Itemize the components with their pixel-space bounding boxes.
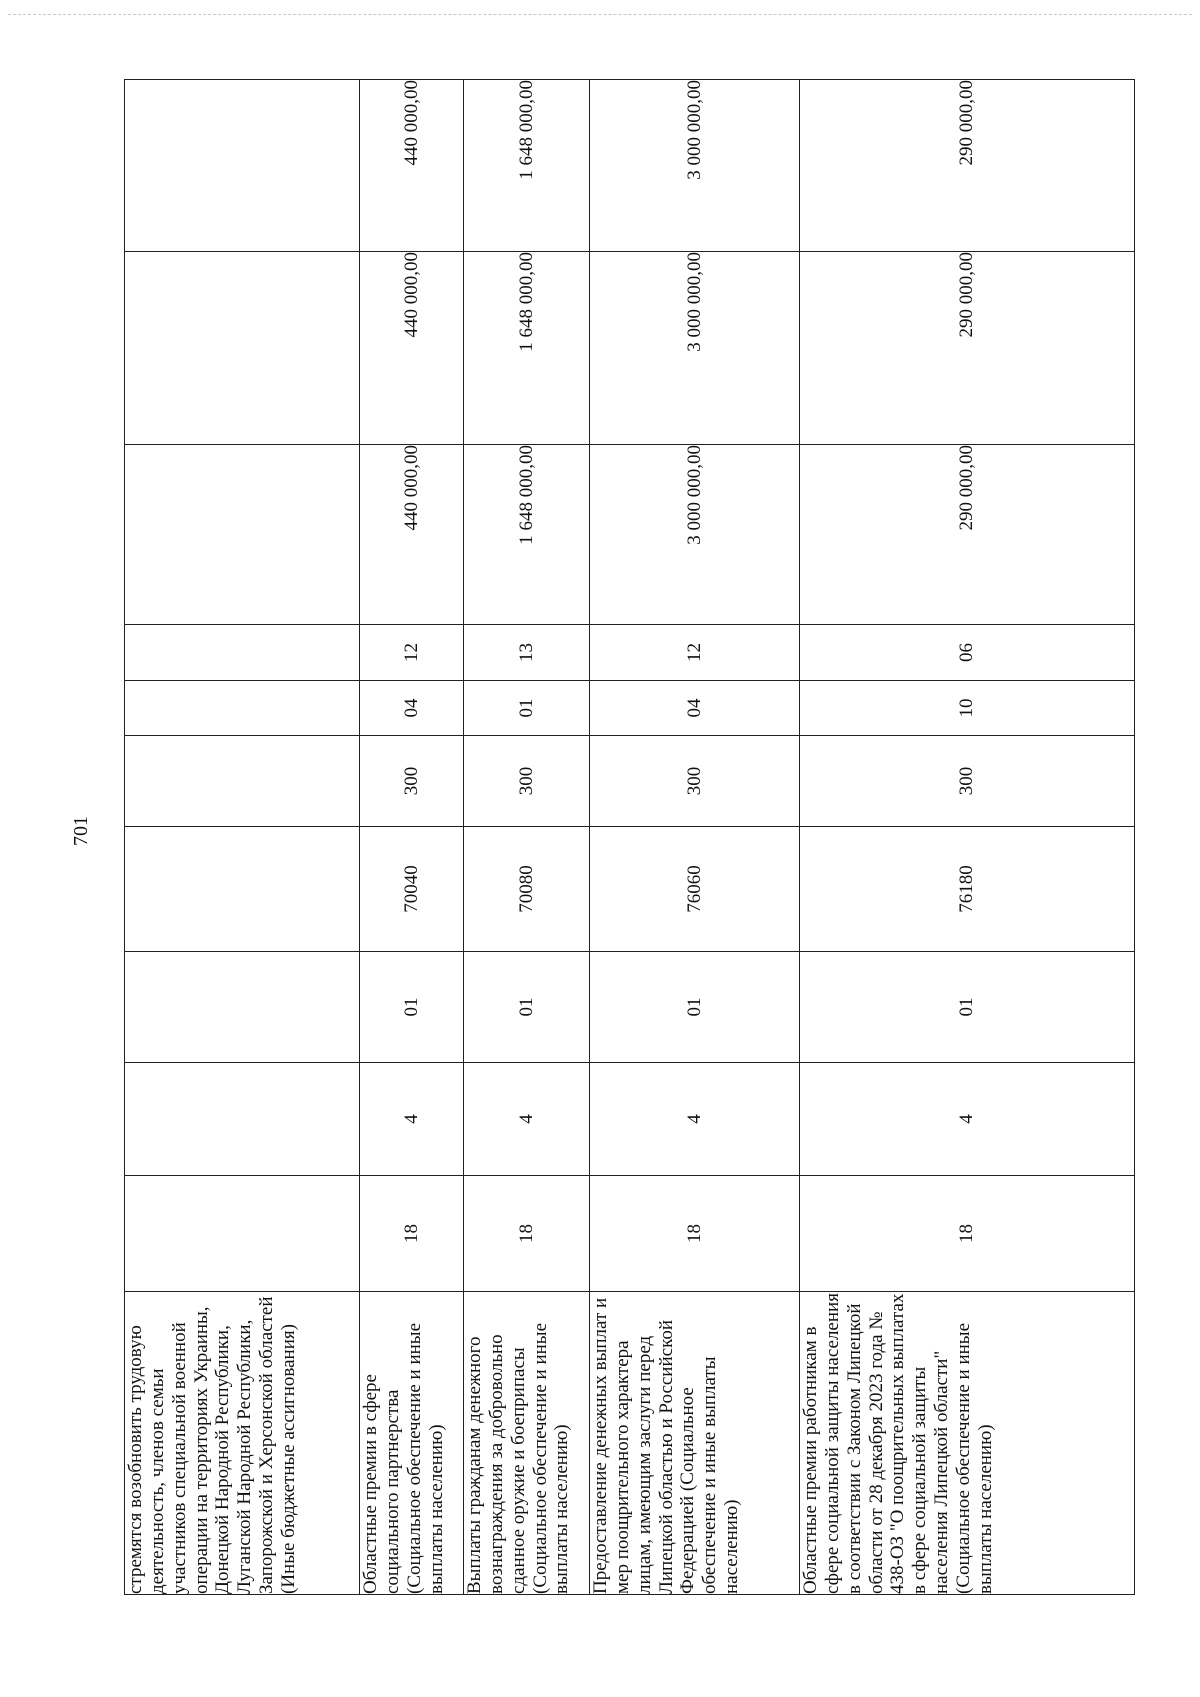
cell-sum-2 [125, 252, 360, 445]
cell-expense-type [125, 736, 360, 827]
table-row [800, 80, 1135, 1595]
cell-subsection: 12 [360, 625, 464, 681]
cell-event: 01 [800, 952, 1135, 1063]
cell-sum-1: 440 000,00 [360, 445, 464, 625]
cell-expense-type: 300 [360, 736, 464, 827]
cell-program: 18 [464, 1176, 590, 1292]
cell-sum-2: 3 000 000,00 [590, 252, 800, 445]
cell-subsection: 06 [800, 625, 1135, 681]
cell-subprogram [125, 1063, 360, 1176]
cell-sum-3: 440 000,00 [360, 80, 464, 252]
cell-sum-1: 1 648 000,00 [464, 445, 590, 625]
cell-direction [125, 827, 360, 952]
cell-direction: 76180 [800, 827, 1135, 952]
cell-program: 18 [590, 1176, 800, 1292]
cell-expense-type: 300 [800, 736, 1135, 827]
cell-subsection [125, 625, 360, 681]
cell-event: 01 [464, 952, 590, 1063]
rotated-table-wrapper [124, 80, 1134, 1595]
cell-section: 10 [800, 681, 1135, 736]
cell-subprogram: 4 [590, 1063, 800, 1176]
cell-subsection: 13 [464, 625, 590, 681]
row-name: Предоставление денежных выплат и мер поощрительного характера лицам, имеющим заслуги перед Липецкой областью и Российской Федерацией (Социальное обеспечение и иные выплаты населению) [590, 1292, 800, 1595]
cell-sum-1: 3 000 000,00 [590, 445, 800, 625]
cell-sum-2: 1 648 000,00 [464, 252, 590, 445]
cell-sum-3: 290 000,00 [800, 80, 1135, 252]
table-row [590, 80, 800, 1595]
top-edge-line [8, 14, 1192, 15]
cell-program: 18 [800, 1176, 1135, 1292]
cell-subsection: 12 [590, 625, 800, 681]
row-name: стремятся возобновить трудовую деятельность, членов семьи участников специальной военной операции на территориях Украины, Донецкой Народной Республики, Луганской Народной Республики, Запорожской и Херсонской областей (Иные бюджетные ассигнования) [125, 1292, 360, 1595]
cell-sum-3 [125, 80, 360, 252]
cell-section: 04 [360, 681, 464, 736]
cell-expense-type: 300 [464, 736, 590, 827]
cell-program [125, 1176, 360, 1292]
cell-sum-1: 290 000,00 [800, 445, 1135, 625]
cell-event [125, 952, 360, 1063]
cell-sum-3: 1 648 000,00 [464, 80, 590, 252]
cell-section: 04 [590, 681, 800, 736]
cell-direction: 70040 [360, 827, 464, 952]
cell-sum-2: 290 000,00 [800, 252, 1135, 445]
table-row [464, 80, 590, 1595]
cell-section: 01 [464, 681, 590, 736]
cell-event: 01 [590, 952, 800, 1063]
table-row [360, 80, 464, 1595]
cell-sum-3: 3 000 000,00 [590, 80, 800, 252]
cell-event: 01 [360, 952, 464, 1063]
cell-subprogram: 4 [464, 1063, 590, 1176]
cell-expense-type: 300 [590, 736, 800, 827]
cell-direction: 76060 [590, 827, 800, 952]
cell-subprogram: 4 [360, 1063, 464, 1176]
row-name: Выплаты гражданам денежного вознаграждения за добровольно сданное оружие и боеприпасы (Социальное обеспечение и иные выплаты населению) [464, 1292, 590, 1595]
cell-subprogram: 4 [800, 1063, 1135, 1176]
cell-sum-2: 440 000,00 [360, 252, 464, 445]
cell-section [125, 681, 360, 736]
cell-direction: 70080 [464, 827, 590, 952]
cell-sum-1 [125, 445, 360, 625]
page-number: 701 [70, 816, 92, 846]
row-name: Областные премии в сфере социального партнерства (Социальное обеспечение и иные выплаты населению) [360, 1292, 464, 1595]
cell-program: 18 [360, 1176, 464, 1292]
row-name: Областные премии работникам в сфере социальной защиты населения в соответствии с Законом Липецкой области от 28 декабря 2023 года № 438-ОЗ "О поощрительных выплатах в сфере социальной защиты населения Липецкой области" (Социальное обеспечение и иные выплаты населению) [800, 1292, 1135, 1595]
budget-table [124, 79, 1135, 1595]
table-row [125, 80, 360, 1595]
